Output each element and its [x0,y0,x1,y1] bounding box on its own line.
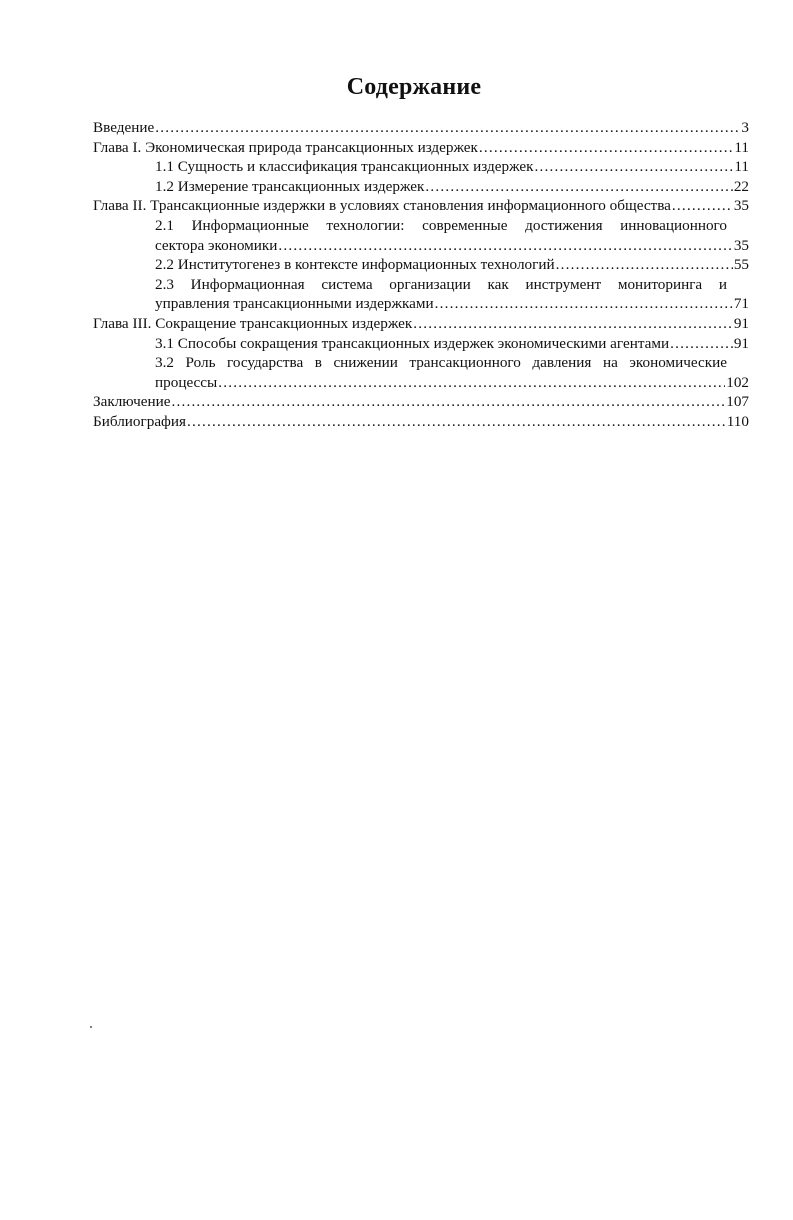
toc-entry-title-line-2: управления трансакционными издержками [155,295,434,313]
dot-leader [171,392,725,412]
toc-entry-title-line-2: процессы [155,373,218,391]
dot-leader [218,373,725,393]
toc-entry-title: Введение [93,119,155,136]
toc-entry-title-line-1: 3.2 Роль государства в снижении трансакционного давления на экономические [155,354,727,372]
toc-entry-conclusion [93,392,749,412]
toc-entry-section-1-1 [93,157,749,177]
toc-entry-chapter-1 [93,138,749,158]
toc-entry-title: 2.2 Институтогенез в контексте информационных технологий [155,256,555,274]
dot-leader [413,314,733,334]
toc-entry-section-3-1 [93,334,749,354]
toc-entry-chapter-3 [93,314,749,334]
toc-entry-page: 35 [733,197,749,215]
dot-leader [535,157,734,177]
scan-speck [90,1026,92,1028]
dot-leader [278,236,732,256]
toc-entry-title: Глава III. Сокращение трансакционных издержек [93,314,413,332]
toc-entry-page: 110 [726,412,749,430]
toc-entry-section-3-2 [93,353,749,392]
toc-entry-title: Глава I. Экономическая природа трансакционных издержек [93,138,478,156]
dot-leader [556,255,733,275]
toc-entry-title: 1.2 Измерение трансакционных издержек [155,177,425,195]
dot-leader [672,196,733,216]
toc-entry-title: Глава II. Трансакционные издержки в условиях становления информационного общества [93,197,671,215]
page-title: Содержание [346,74,482,100]
toc-entry-section-2-2 [93,255,749,275]
toc-entry-title-line-1: 2.3 Информационная система организации как инструмент мониторинга и [155,275,727,293]
toc-entry-page: 22 [733,177,749,195]
toc-entry-introduction [93,118,749,138]
dot-leader [479,138,733,158]
toc-entry-page: 11 [734,158,749,176]
dot-leader [670,334,733,354]
toc-entry-page: 91 [733,314,749,332]
toc-entry-page: 102 [726,373,749,391]
toc-entry-title: Библиография [93,412,187,430]
toc-entry-section-2-3 [93,275,749,314]
dot-leader [155,118,740,138]
toc-entry-title: 1.1 Сущность и классификация трансакционных издержек [155,158,534,176]
toc-entry-page: 107 [726,393,749,411]
toc-entry-title-line-1: 2.1 Информационные технологии: современные достижения инновационного [155,216,727,234]
toc-entry-page: 71 [733,295,749,313]
toc-entry-bibliography [93,412,749,432]
table-of-contents [93,118,749,432]
dot-leader [187,412,726,432]
toc-entry-page: 55 [733,256,749,274]
dot-leader [425,177,732,197]
toc-entry-page: 35 [733,236,749,254]
toc-entry-title: Заключение [93,393,171,411]
toc-entry-title-line-2: сектора экономики [155,236,278,254]
dot-leader [435,294,733,314]
toc-entry-page: 11 [734,138,749,156]
toc-entry-title: 3.1 Способы сокращения трансакционных издержек экономическими агентами [155,334,670,352]
toc-entry-section-2-1 [93,216,749,255]
toc-entry-page: 3 [741,119,749,136]
toc-entry-chapter-2 [93,196,749,216]
toc-entry-section-1-2 [93,177,749,197]
toc-entry-page: 91 [733,334,749,352]
